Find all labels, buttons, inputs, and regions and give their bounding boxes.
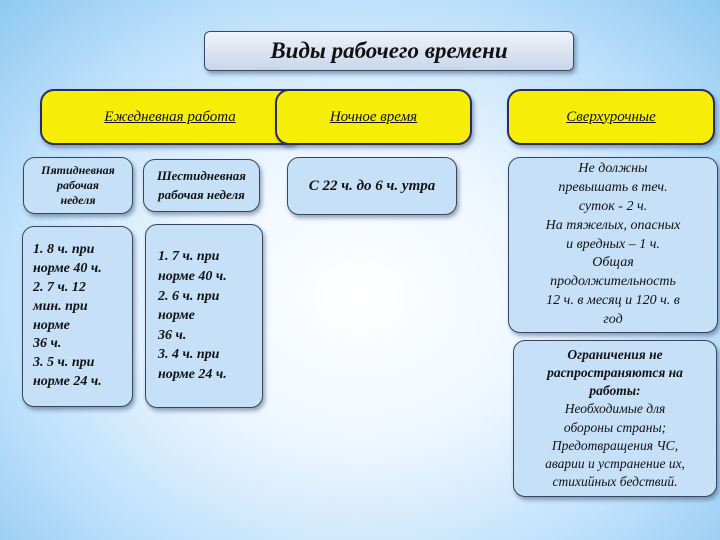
night-time-range-box: С 22 ч. до 6 ч. утра [287,157,457,215]
restrictions-list: Необходимые для обороны страны; Предотвращения ЧС, аварии и устранение их, стихийных бедствий. [545,401,685,490]
five-day-week-box: Пятидневная рабочая неделя [23,157,133,214]
six-day-week-box: Шестидневная рабочая неделя [143,159,260,212]
header-daily-work: Ежедневная работа [40,89,300,145]
header-overtime: Сверхурочные [507,89,715,145]
diagram-title: Виды рабочего времени [204,31,574,71]
overtime-limits-box: Не должны превышать в теч. суток - 2 ч. На тяжелых, опасных и вредных – 1 ч. Общая продолжительность 12 ч. в месяц и 120 ч. в год [508,157,718,333]
restrictions-heading: Ограничения не распространяются на работы: [547,346,683,399]
five-day-norms-box: 1. 8 ч. при норме 40 ч. 2. 7 ч. 12 мин. при норме 36 ч. 3. 5 ч. при норме 24 ч. [22,226,133,407]
overtime-restrictions-box [513,340,717,497]
header-night-time: Ночное время [275,89,472,145]
six-day-norms-box: 1. 7 ч. при норме 40 ч. 2. 6 ч. при норме 36 ч. 3. 4 ч. при норме 24 ч. [145,224,263,408]
